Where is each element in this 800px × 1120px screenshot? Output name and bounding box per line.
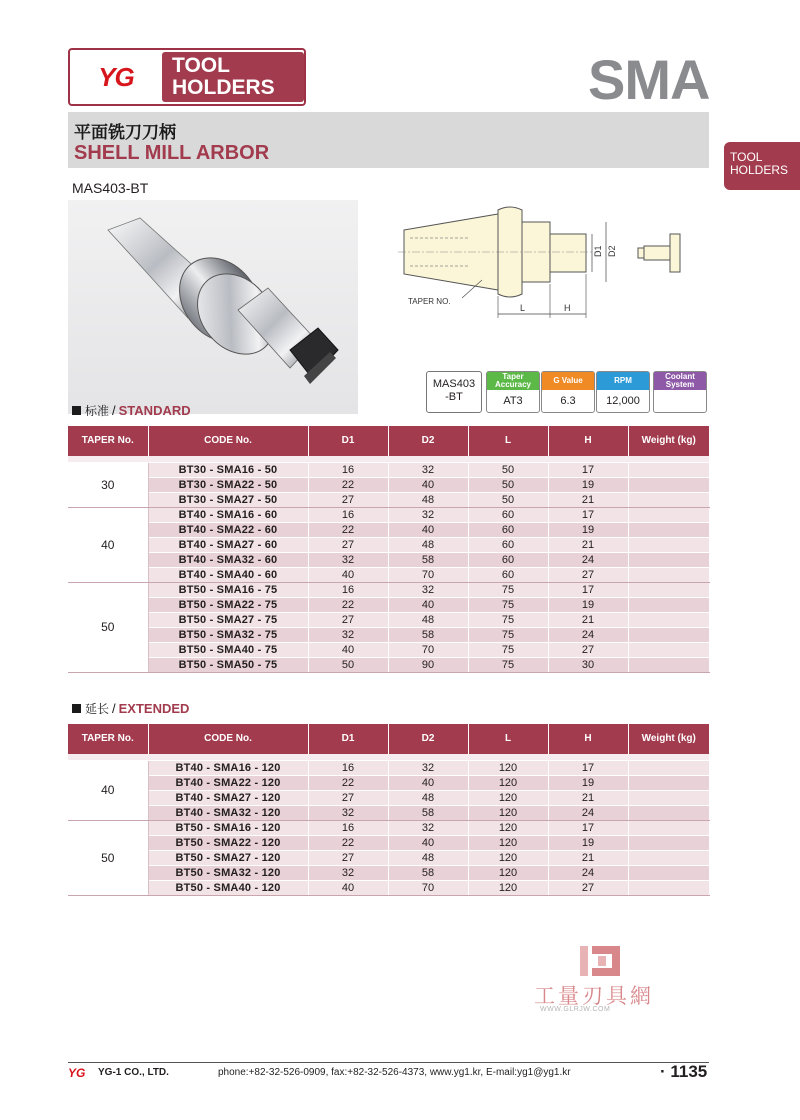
code-cell: BT50 - SMA22 - 120 [148,835,308,850]
dimension-cell: 19 [548,522,628,537]
dimension-cell: 40 [388,477,468,492]
table-row [68,880,709,895]
dimension-cell: 58 [388,805,468,820]
code-cell: BT50 - SMA27 - 75 [148,612,308,627]
dimension-cell: 120 [468,850,548,865]
dimension-cell: 32 [308,627,388,642]
table-row [68,760,709,775]
dimension-cell: 32 [308,865,388,880]
dimension-cell: 21 [548,492,628,507]
dimension-cell: 120 [468,880,548,895]
dimension-cell: 120 [468,790,548,805]
dimension-cell: 27 [308,850,388,865]
section-cn: 标准 [85,404,110,418]
dimension-cell: 75 [468,612,548,627]
dimension-cell: 17 [548,582,628,597]
brand-title-line2: HOLDERS [172,76,275,99]
dimension-cell: 24 [548,865,628,880]
dimension-cell: 58 [388,552,468,567]
spec-model-box [426,371,482,413]
column-header: H [548,426,628,456]
dimension-cell: 17 [548,462,628,477]
dimension-cell: 75 [468,582,548,597]
page-title-en: SHELL MILL ARBOR [74,142,270,164]
spec-head: Coolant System [654,372,706,390]
dimension-cell: 70 [388,642,468,657]
dimension-cell: 16 [308,462,388,477]
code-cell: BT30 - SMA16 - 50 [148,462,308,477]
dimension-cell: 40 [388,522,468,537]
weight-cell [628,820,709,835]
weight-cell [628,567,709,582]
column-header: L [468,724,548,754]
column-header: D2 [388,426,468,456]
dimension-cell: 48 [388,850,468,865]
dimension-cell: 17 [548,507,628,522]
dimension-cell: 16 [308,760,388,775]
square-bullet-icon [72,406,81,415]
dimension-cell: 60 [468,537,548,552]
dimension-cell: 16 [308,507,388,522]
table-row [68,597,709,612]
dimension-cell: 48 [388,492,468,507]
dimension-cell: 120 [468,820,548,835]
dimension-cell: 90 [388,657,468,672]
code-cell: BT30 - SMA27 - 50 [148,492,308,507]
l-label: L [520,303,526,313]
dimension-cell: 27 [308,612,388,627]
dimension-cell: 32 [388,462,468,477]
weight-cell [628,760,709,775]
table-row [68,805,709,820]
code-cell: BT40 - SMA22 - 60 [148,522,308,537]
column-header: TAPER No. [68,426,148,456]
code-cell: BT50 - SMA16 - 120 [148,820,308,835]
dimension-cell: 22 [308,775,388,790]
brand-header [68,48,306,106]
dimension-cell: 75 [468,597,548,612]
dimension-cell: 30 [548,657,628,672]
table-row [68,552,709,567]
dimension-cell: 40 [308,880,388,895]
series-code: SMA [588,48,710,111]
dimension-cell: 16 [308,820,388,835]
dimension-cell: 40 [388,775,468,790]
dimension-cell: 19 [548,597,628,612]
weight-cell [628,522,709,537]
code-cell: BT40 - SMA27 - 120 [148,790,308,805]
dimension-cell: 50 [308,657,388,672]
footer-yg-logo: YG [68,1066,86,1080]
weight-cell [628,597,709,612]
watermark-url: WWW.GLRJW.COM [540,1006,611,1013]
section-extended-heading: 延长 / EXTENDED [72,700,189,717]
page-title-cn: 平面铣刀刀柄 [74,123,176,143]
section-en: STANDARD [118,403,191,418]
yg-logo: YG [98,61,134,92]
column-header: D2 [388,724,468,754]
dimension-cell: 22 [308,477,388,492]
dimension-cell: 50 [468,477,548,492]
h-label: H [564,303,571,313]
column-header: D1 [308,724,388,754]
taper-cell: 40 [68,760,148,820]
table-row [68,612,709,627]
table-row [68,477,709,492]
code-cell: BT50 - SMA32 - 75 [148,627,308,642]
table-row [68,537,709,552]
taper-cell: 30 [68,462,148,507]
watermark-logo-icon [578,944,622,978]
dimension-cell: 21 [548,850,628,865]
code-cell: BT50 - SMA50 - 75 [148,657,308,672]
table-row [68,492,709,507]
table-row [68,835,709,850]
section-en: EXTENDED [118,701,190,716]
dimension-cell: 27 [548,642,628,657]
brand-title [162,52,304,102]
taper-cell: 50 [68,582,148,672]
table-row [68,657,709,672]
column-header: TAPER No. [68,724,148,754]
standard-table [68,426,710,673]
taper-no-label: TAPER NO. [408,297,451,306]
weight-cell [628,582,709,597]
column-header: CODE No. [148,724,308,754]
dimension-cell: 21 [548,612,628,627]
weight-cell [628,642,709,657]
spec-value: AT3 [503,395,523,407]
dimension-cell: 40 [308,567,388,582]
dimension-cell: 40 [388,835,468,850]
spec-head: Taper Accuracy [487,372,539,390]
table-row [68,790,709,805]
code-cell: BT50 - SMA32 - 120 [148,865,308,880]
dimension-cell: 19 [548,775,628,790]
weight-cell [628,865,709,880]
column-header: CODE No. [148,426,308,456]
dimension-cell: 60 [468,552,548,567]
weight-cell [628,880,709,895]
dimension-cell: 16 [308,582,388,597]
table-header-row [68,426,709,456]
code-cell: BT40 - SMA32 - 120 [148,805,308,820]
code-cell: BT40 - SMA16 - 60 [148,507,308,522]
code-cell: BT50 - SMA16 - 75 [148,582,308,597]
dimension-cell: 21 [548,790,628,805]
table-row [68,582,709,597]
dimension-cell: 27 [308,790,388,805]
code-cell: BT40 - SMA32 - 60 [148,552,308,567]
dimension-cell: 32 [388,760,468,775]
dimension-cell: 60 [468,567,548,582]
extended-table [68,724,710,896]
code-cell: BT40 - SMA16 - 120 [148,760,308,775]
brand-logo-cell [70,50,162,104]
d1-label: D1 [593,245,603,257]
spec-head: RPM [597,372,649,390]
dimension-drawing [398,196,708,324]
column-header: Weight (kg) [628,724,709,754]
spec-taper-accuracy [486,371,540,413]
page-number: · 1135 [660,1062,708,1081]
code-cell: BT50 - SMA40 - 120 [148,880,308,895]
dimension-cell: 24 [548,627,628,642]
code-cell: BT40 - SMA27 - 60 [148,537,308,552]
taper-cell: 50 [68,820,148,895]
spec-coolant-system [653,371,707,413]
spec-g-value [541,371,595,413]
dimension-cell: 27 [548,880,628,895]
weight-cell [628,850,709,865]
dimension-cell: 48 [388,612,468,627]
weight-cell [628,612,709,627]
dimension-cell: 27 [308,537,388,552]
code-cell: BT40 - SMA40 - 60 [148,567,308,582]
side-tab-line2: HOLDERS [730,163,789,177]
code-cell: BT50 - SMA40 - 75 [148,642,308,657]
table-row [68,627,709,642]
dimension-cell: 32 [388,507,468,522]
spec-model-line2: -BT [445,391,463,403]
dimension-cell: 70 [388,567,468,582]
weight-cell [628,657,709,672]
side-tab-line1: TOOL [730,150,763,164]
column-header: Weight (kg) [628,426,709,456]
spec-rpm [596,371,650,413]
title-band [68,112,709,168]
shell-mill-arbor-image [68,200,358,414]
weight-cell [628,507,709,522]
dimension-cell: 40 [388,597,468,612]
brand-title-line1: TOOL [172,54,230,77]
section-cn: 延长 [85,702,110,716]
dimension-cell: 120 [468,865,548,880]
side-tab-tool-holders[interactable] [724,142,800,190]
dimension-cell: 120 [468,760,548,775]
dimension-cell: 24 [548,805,628,820]
table-row [68,462,709,477]
footer-contact: phone:+82-32-526-0909, fax:+82-32-526-4373, www.yg1.kr, E-mail:yg1@yg1.kr [218,1067,571,1078]
dimension-cell: 50 [468,462,548,477]
d2-label: D2 [607,245,617,257]
dimension-cell: 60 [468,507,548,522]
dimension-cell: 22 [308,597,388,612]
footer-company: YG-1 CO., LTD. [98,1067,169,1078]
column-header: L [468,426,548,456]
spec-value: 12,000 [606,395,640,407]
weight-cell [628,552,709,567]
dimension-cell: 17 [548,760,628,775]
dimension-cell: 17 [548,820,628,835]
footer-divider [68,1062,709,1063]
dimension-cell: 19 [548,835,628,850]
section-standard-heading: 标准 / STANDARD [72,402,191,419]
code-cell: BT40 - SMA22 - 120 [148,775,308,790]
dimension-cell: 120 [468,835,548,850]
dimension-cell: 27 [548,567,628,582]
weight-cell [628,537,709,552]
code-cell: BT30 - SMA22 - 50 [148,477,308,492]
dimension-cell: 22 [308,835,388,850]
weight-cell [628,805,709,820]
dimension-cell: 75 [468,627,548,642]
spec-value: 6.3 [560,395,576,407]
code-cell: BT50 - SMA22 - 75 [148,597,308,612]
dimension-cell: 32 [388,582,468,597]
dimension-cell: 58 [388,865,468,880]
dimension-cell: 32 [388,820,468,835]
table-row [68,507,709,522]
dimension-cell: 70 [388,880,468,895]
dimension-cell: 19 [548,477,628,492]
table-header-row [68,724,709,754]
watermark-text: 工量刃具網 [534,984,654,1008]
spec-model-line1: MAS403 [432,378,476,390]
table-row [68,775,709,790]
taper-cell: 40 [68,507,148,582]
weight-cell [628,492,709,507]
column-header: D1 [308,426,388,456]
model-label: MAS403-BT [72,180,149,196]
dimension-cell: 50 [468,492,548,507]
weight-cell [628,462,709,477]
dimension-cell: 60 [468,522,548,537]
table-row [68,522,709,537]
dimension-cell: 22 [308,522,388,537]
column-header: H [548,724,628,754]
dimension-cell: 48 [388,537,468,552]
weight-cell [628,477,709,492]
table-row [68,850,709,865]
product-photo [68,200,358,414]
dimension-cell: 48 [388,790,468,805]
dimension-cell: 120 [468,775,548,790]
weight-cell [628,835,709,850]
dimension-cell: 32 [308,805,388,820]
code-cell: BT50 - SMA27 - 120 [148,850,308,865]
dimension-cell: 40 [308,642,388,657]
spec-value [654,390,706,395]
weight-cell [628,775,709,790]
table-row [68,865,709,880]
spec-head: G Value [542,372,594,390]
table-row [68,820,709,835]
dimension-cell: 27 [308,492,388,507]
dimension-cell: 75 [468,642,548,657]
dimension-cell: 58 [388,627,468,642]
table-row [68,567,709,582]
dimension-cell: 75 [468,657,548,672]
table-row [68,642,709,657]
dimension-diagram [398,196,708,324]
dimension-cell: 32 [308,552,388,567]
dimension-cell: 21 [548,537,628,552]
weight-cell [628,790,709,805]
dimension-cell: 24 [548,552,628,567]
weight-cell [628,627,709,642]
dimension-cell: 120 [468,805,548,820]
square-bullet-icon [72,704,81,713]
